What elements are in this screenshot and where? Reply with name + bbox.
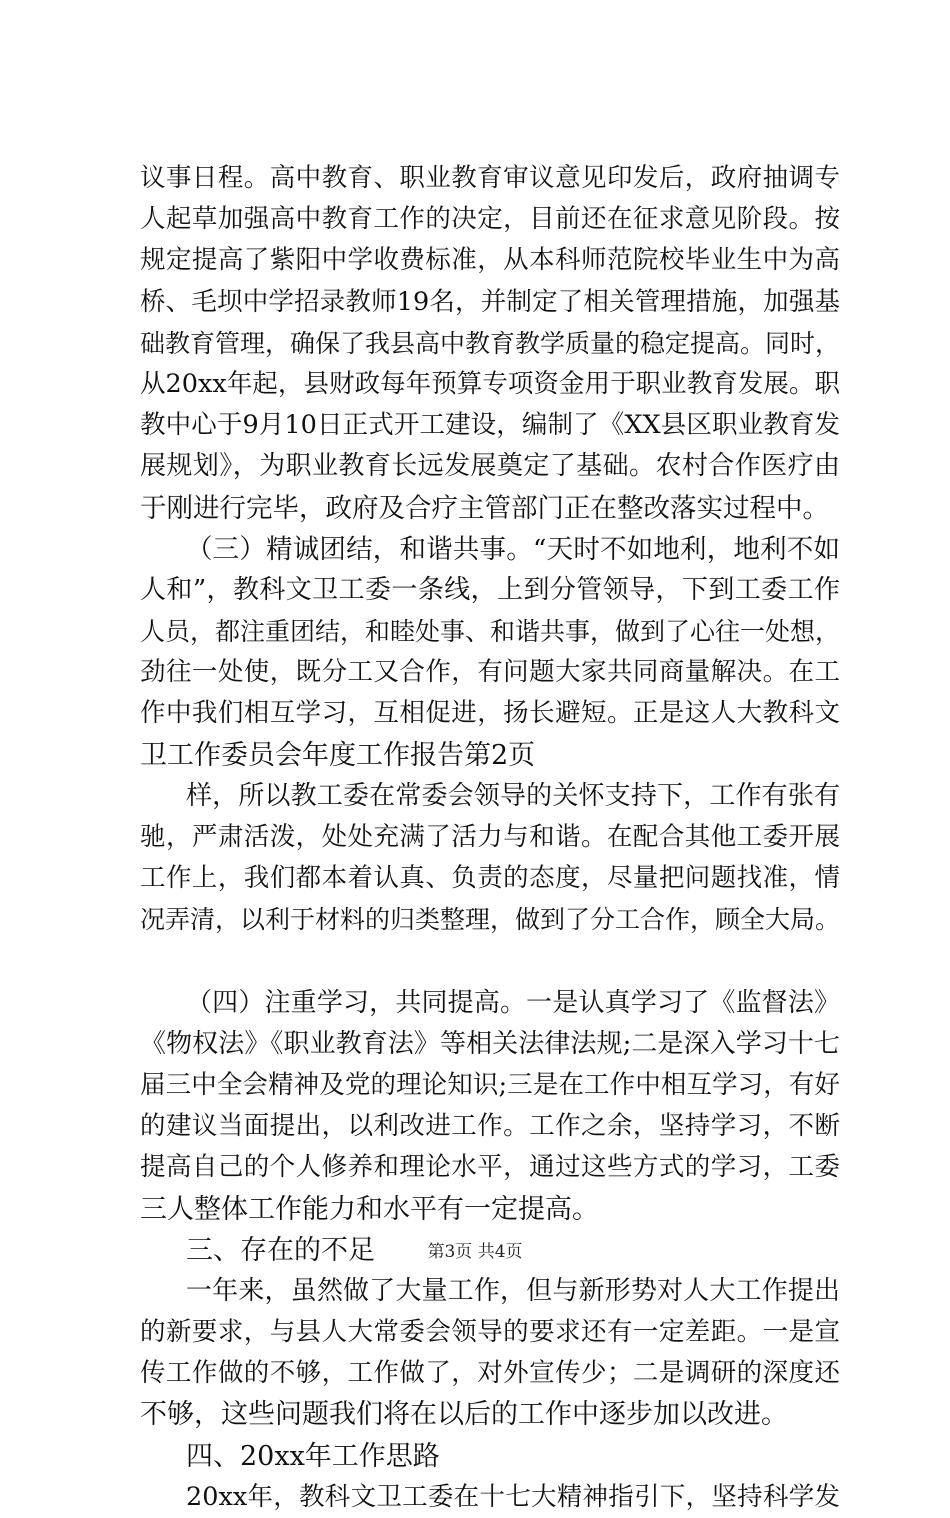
text-line: 规定提高了紫阳中学收费标准，从本科师范院校毕业生中为高 bbox=[140, 245, 840, 276]
text-line: 不够，这些问题我们将在以后的工作中逐步加以改进。 bbox=[140, 1399, 788, 1431]
text-line: 《物权法》《职业教育法》等相关法律法规;二是深入学习十七 bbox=[140, 1028, 840, 1059]
text-line: 卫工作委员会年度工作报告第2页 bbox=[140, 739, 536, 771]
text-line: 届三中全会精神及党的理论知识;三是在工作中相互学习，有好 bbox=[140, 1069, 840, 1100]
text-line: 人和”，教科文卫工委一条线，上到分管领导，下到工委工作 bbox=[140, 574, 840, 605]
paragraph-gap bbox=[140, 941, 840, 983]
text-line: 桥、毛坝中学招录教师19名，并制定了相关管理措施，加强基 bbox=[140, 286, 840, 317]
document-body bbox=[140, 158, 840, 1518]
text-line: 从20xx年起，县财政每年预算专项资金用于职业教育发展。职 bbox=[140, 368, 840, 399]
text-line: 展规划》，为职业教育长远发展奠定了基础。农村合作医疗由 bbox=[140, 451, 840, 482]
text-line: 驰，严肃活泼，处处充满了活力与和谐。在配合其他工委开展 bbox=[140, 822, 840, 852]
text-line: 传工作做的不够，工作做了，对外宣传少；二是调研的深度还 bbox=[140, 1358, 840, 1389]
text-line: 样，所以教工委在常委会领导的关怀支持下，工作有张有 bbox=[186, 780, 840, 811]
text-line: 况弄清，以利于材料的归类整理，做到了分工合作，顾全大局。 bbox=[140, 905, 841, 935]
text-line: 议事日程。高中教育、职业教育审议意见印发后，政府抽调专 bbox=[140, 163, 840, 193]
text-line: 人起草加强高中教育工作的决定，目前还在征求意见阶段。按 bbox=[140, 204, 840, 235]
section-heading: 三、存在的不足 bbox=[186, 1234, 375, 1266]
text-line: 人员，都注重团结，和睦处事、和谐共事，做到了心往一处想， bbox=[140, 617, 841, 647]
text-line: （三）精诚团结，和谐共事。“天时不如地利，地利不如 bbox=[186, 533, 840, 565]
text-line: 作中我们相互学习，互相促进，扬长避短。正是这人大教科文 bbox=[140, 698, 840, 729]
text-line: 三人整体工作能力和水平有一定提高。 bbox=[140, 1193, 599, 1225]
text-line: 教中心于9月10日正式开工建设，编制了《XX县区职业教育发 bbox=[140, 410, 840, 441]
section-heading: 四、20xx年工作思路 bbox=[186, 1440, 440, 1472]
page-number-footer: 第3页 共4页 bbox=[427, 1242, 523, 1262]
text-line: 的新要求，与县人大常委会领导的要求还有一定差距。一是宣 bbox=[140, 1317, 840, 1348]
text-line: （四）注重学习，共同提高。一是认真学习了《监督法》 bbox=[186, 987, 840, 1018]
text-line: 提高自己的个人修养和理论水平，通过这些方式的学习，工委 bbox=[140, 1152, 840, 1183]
text-line: 20xx年，教科文卫工委在十七大精神指引下，坚持科学发 bbox=[186, 1481, 840, 1512]
text-line: 劲往一处使，既分工又合作，有问题大家共同商量解决。在工 bbox=[140, 657, 840, 688]
text-line: 础教育管理，确保了我县高中教育教学质量的稳定提高。同时， bbox=[140, 328, 841, 358]
text-line: 工作上，我们都本着认真、负责的态度，尽量把问题找准，情 bbox=[140, 863, 840, 894]
text-line: 于刚进行完毕，政府及合疗主管部门正在整改落实过程中。 bbox=[140, 492, 829, 524]
text-line: 的建议当面提出，以利改进工作。工作之余，坚持学习，不断 bbox=[140, 1111, 840, 1142]
text-line: 一年来，虽然做了大量工作，但与新形势对人大工作提出 bbox=[186, 1275, 840, 1306]
